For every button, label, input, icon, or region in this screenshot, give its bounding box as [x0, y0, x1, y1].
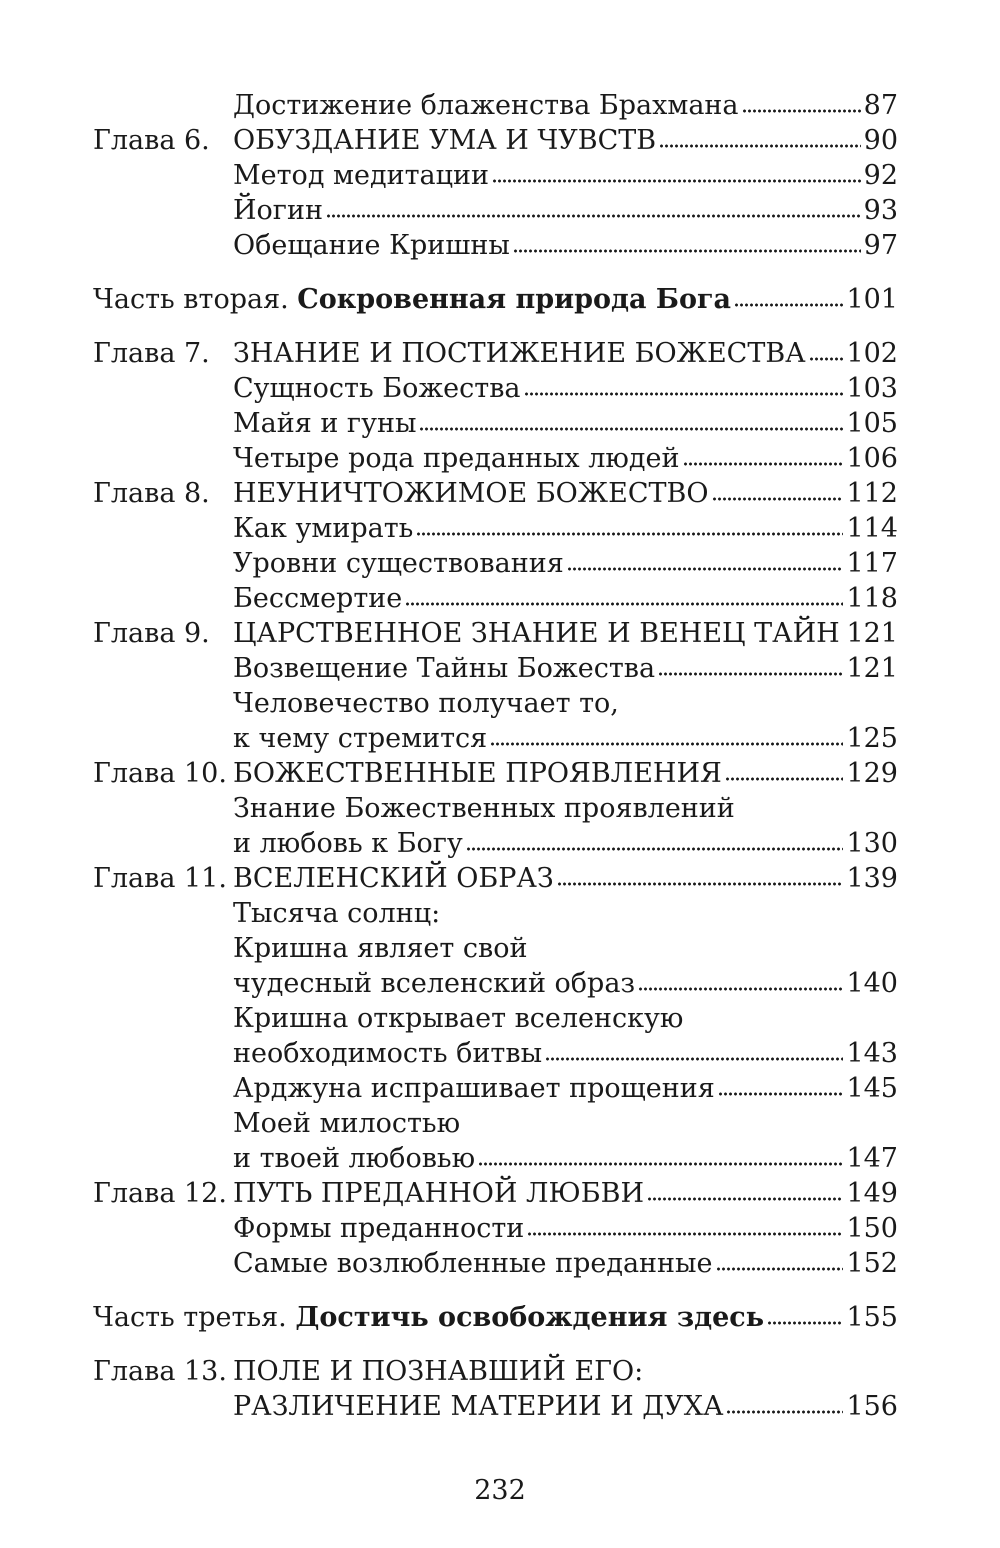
dot-leader: [492, 178, 861, 184]
toc-entry-title: РАЗЛИЧЕНИЕ МАТЕРИИ И ДУХА: [233, 1391, 724, 1422]
toc-row: [93, 371, 898, 406]
dot-leader: [809, 356, 844, 362]
dot-leader: [767, 1320, 843, 1326]
dot-leader: [683, 461, 844, 467]
toc-entry-title: БОЖЕСТВЕННЫЕ ПРОЯВЛЕНИЯ: [233, 758, 722, 789]
toc-row: [93, 88, 898, 123]
toc-page-number: 149: [846, 1178, 898, 1209]
toc-row: [93, 1246, 898, 1281]
toc-entry-title: Знание Божественных проявлений: [233, 793, 735, 824]
toc-page-number: 156: [846, 1391, 898, 1422]
chapter-label: Глава 10.: [93, 758, 227, 789]
toc-row: [93, 826, 898, 861]
toc-page-number: 97: [863, 230, 898, 261]
toc-row: [93, 158, 898, 193]
dot-leader: [716, 1266, 844, 1272]
toc-entry-title: Формы преданности: [233, 1213, 525, 1244]
toc-part-row: [93, 1300, 898, 1335]
toc-row: [93, 476, 898, 511]
toc-row: [93, 1071, 898, 1106]
part-title: Сокровенная природа Бога: [297, 284, 732, 315]
dot-leader: [638, 986, 843, 992]
toc-row: [93, 616, 898, 651]
toc-page-number: 106: [846, 443, 898, 474]
toc-entry-title: Кришна являет свой: [233, 933, 528, 964]
toc-entry-title: необходимость битвы: [233, 1038, 543, 1069]
dot-leader: [524, 391, 844, 397]
part-title: Достичь освобождения здесь: [295, 1302, 765, 1333]
toc-entry-title: ОБУЗДАНИЕ УМА И ЧУВСТВ: [233, 125, 657, 156]
toc-entry-title: и любовь к Богу: [233, 828, 463, 859]
toc-page-number: 125: [846, 723, 898, 754]
toc-row: [93, 861, 898, 896]
toc-row: [93, 1211, 898, 1246]
chapter-label: Глава 8.: [93, 478, 210, 509]
dot-leader: [513, 248, 861, 254]
toc-page-number: 93: [863, 195, 898, 226]
toc-row: [93, 686, 898, 721]
dot-leader: [726, 1409, 843, 1415]
dot-leader: [734, 302, 843, 308]
toc-entry-title: Кришна открывает вселенскую: [233, 1003, 684, 1034]
toc-page-number: 139: [846, 863, 898, 894]
toc-row: [93, 721, 898, 756]
toc-row: [93, 791, 898, 826]
toc-row: [93, 511, 898, 546]
toc-page-number: 92: [863, 160, 898, 191]
toc-page-number: 117: [846, 548, 898, 579]
toc-row: [93, 1106, 898, 1141]
toc-row: [93, 1176, 898, 1211]
chapter-label: Глава 12.: [93, 1178, 227, 1209]
toc-row: [93, 931, 898, 966]
chapter-label: Глава 11.: [93, 863, 227, 894]
dot-leader: [742, 108, 861, 114]
dot-leader: [843, 636, 844, 642]
dot-leader: [490, 741, 843, 747]
table-of-contents: [93, 88, 898, 1424]
toc-entry-title: Арджуна испрашивает прощения: [233, 1073, 715, 1104]
dot-leader: [718, 1091, 844, 1097]
dot-leader: [527, 1231, 843, 1237]
toc-entry-title: ПОЛЕ И ПОЗНАВШИЙ ЕГО:: [233, 1356, 644, 1387]
toc-part-row: [93, 282, 898, 317]
toc-row: [93, 1389, 898, 1424]
toc-page-number: 147: [846, 1143, 898, 1174]
toc-page-number: 121: [846, 653, 898, 684]
chapter-label: Глава 13.: [93, 1356, 227, 1387]
toc-page-number: 90: [863, 125, 898, 156]
toc-entry-title: Четыре рода преданных людей: [233, 443, 680, 474]
toc-row: [93, 1036, 898, 1071]
chapter-label: Глава 7.: [93, 338, 210, 369]
toc-row: [93, 546, 898, 581]
toc-entry-title: Как умирать: [233, 513, 414, 544]
page-number: 232: [474, 1475, 526, 1506]
toc-row: [93, 1354, 898, 1389]
dot-leader: [567, 566, 844, 572]
toc-page-number: 150: [846, 1213, 898, 1244]
chapter-label: Глава 6.: [93, 125, 210, 156]
toc-page-number: 118: [846, 583, 898, 614]
toc-entry-title: Йогин: [233, 195, 323, 226]
toc-entry-title: Майя и гуны: [233, 408, 417, 439]
dot-leader: [725, 776, 844, 782]
toc-row: [93, 1141, 898, 1176]
toc-entry-title: ВСЕЛЕНСКИЙ ОБРАЗ: [233, 863, 554, 894]
toc-row: [93, 406, 898, 441]
dot-leader: [557, 881, 844, 887]
toc-row: [93, 228, 898, 263]
toc-page-number: 105: [846, 408, 898, 439]
toc-page-number: 121: [846, 618, 898, 649]
dot-leader: [416, 531, 843, 537]
toc-entry-title: Бессмертие: [233, 583, 403, 614]
toc-entry-title: Человечество получает то,: [233, 688, 619, 719]
toc-page-number: 145: [846, 1073, 898, 1104]
toc-row: [93, 193, 898, 228]
chapter-label: Глава 9.: [93, 618, 210, 649]
toc-entry-title: Возвещение Тайны Божества: [233, 653, 656, 684]
toc-row: [93, 1001, 898, 1036]
toc-entry-title: и твоей любовью: [233, 1143, 476, 1174]
toc-row: [93, 896, 898, 931]
dot-leader: [326, 213, 861, 219]
dot-leader: [545, 1056, 843, 1062]
dot-leader: [419, 426, 843, 432]
toc-page-number: 103: [846, 373, 898, 404]
toc-entry-title: чудесный вселенский образ: [233, 968, 636, 999]
part-label: Часть третья.: [93, 1302, 287, 1333]
toc-page-number: 101: [846, 284, 898, 315]
toc-entry-title: Моей милостью: [233, 1108, 461, 1139]
toc-row: [93, 756, 898, 791]
toc-page-number: 140: [846, 968, 898, 999]
toc-page-number: 155: [846, 1302, 898, 1333]
toc-entry-title: Самые возлюбленные преданные: [233, 1248, 713, 1279]
toc-row: [93, 336, 898, 371]
dot-leader: [478, 1161, 843, 1167]
toc-row: [93, 441, 898, 476]
toc-entry-title: ЦАРСТВЕННОЕ ЗНАНИЕ И ВЕНЕЦ ТАЙН: [233, 618, 840, 649]
toc-page-number: 114: [846, 513, 898, 544]
toc-entry-title: Достижение блаженства Брахмана: [233, 90, 739, 121]
toc-entry-title: ЗНАНИЕ И ПОСТИЖЕНИЕ БОЖЕСТВА: [233, 338, 806, 369]
toc-entry-title: Тысяча солнц:: [233, 898, 441, 929]
toc-page-number: 112: [846, 478, 898, 509]
toc-page-number: 143: [846, 1038, 898, 1069]
toc-entry-title: ПУТЬ ПРЕДАННОЙ ЛЮБВИ: [233, 1178, 644, 1209]
toc-row: [93, 123, 898, 158]
dot-leader: [659, 143, 861, 149]
toc-entry-title: к чему стремится: [233, 723, 488, 754]
dot-leader: [712, 496, 844, 502]
toc-entry-title: Обещание Кришны: [233, 230, 510, 261]
toc-page-number: 129: [846, 758, 898, 789]
toc-entry-title: Уровни существования: [233, 548, 564, 579]
toc-page-number: 152: [846, 1248, 898, 1279]
dot-leader: [466, 846, 844, 852]
toc-row: [93, 651, 898, 686]
dot-leader: [658, 671, 843, 677]
toc-row: [93, 966, 898, 1001]
part-label: Часть вторая.: [93, 284, 289, 315]
toc-entry-title: НЕУНИЧТОЖИМОЕ БОЖЕСТВО: [233, 478, 709, 509]
toc-page-number: 130: [846, 828, 898, 859]
toc-page-number: 87: [863, 90, 898, 121]
toc-page-number: 102: [846, 338, 898, 369]
toc-entry-title: Метод медитации: [233, 160, 490, 191]
toc-entry-title: Сущность Божества: [233, 373, 521, 404]
toc-row: [93, 581, 898, 616]
dot-leader: [647, 1196, 843, 1202]
dot-leader: [405, 601, 843, 607]
